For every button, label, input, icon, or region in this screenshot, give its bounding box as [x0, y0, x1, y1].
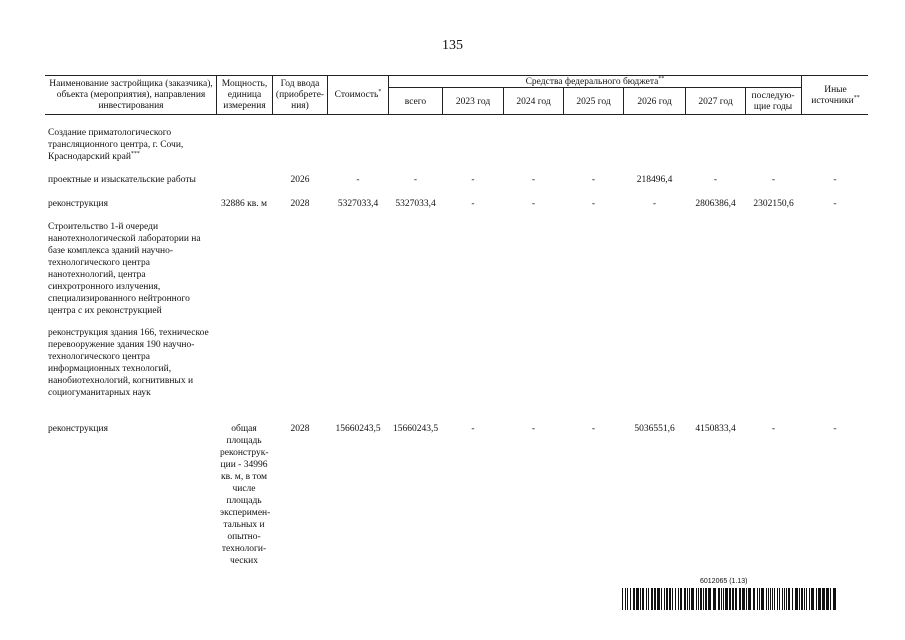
row-fed-2023: - [471, 175, 475, 185]
header-fed-2025: 2025 год [576, 97, 611, 107]
row-fed-2025: - [591, 175, 596, 185]
row-fed-total: - [413, 175, 418, 185]
barcode-icon [622, 588, 840, 610]
row-other: - [833, 175, 837, 185]
row-name: проектные и изыскательские работы [48, 175, 196, 185]
divider [801, 75, 802, 114]
object-subtitle: реконструкция здания 166, техническое перевооружение здания 190 научно-технологического центра информационных технологий, нанобиотехнологий, когнитивных и социогуманитарных наук [48, 328, 209, 398]
row-fed-2026: 5036551,6 [634, 424, 675, 434]
header-fed-2024: 2024 год [516, 97, 551, 107]
row-year: 2028 [290, 199, 310, 209]
row-fed-later: - [771, 424, 776, 434]
header-year: Год ввода (приобрете-ния) [275, 79, 325, 111]
header-fed-total: всего [404, 97, 427, 107]
row-fed-2027: 2806386,4 [695, 199, 736, 209]
row-fed-2024: - [531, 424, 536, 434]
row-fed-2027: - [713, 175, 718, 185]
row-other: - [833, 424, 837, 434]
row-fed-2024: - [531, 175, 536, 185]
document-code: 6012065 (1.13) [700, 578, 748, 585]
header-cost: Стоимость* [334, 88, 382, 100]
row-fed-2023: - [471, 199, 475, 209]
header-fed-2027: 2027 год [698, 97, 733, 107]
row-fed-later: 2302150,6 [753, 199, 794, 209]
header-name: Наименование застройщика (заказчика), объекта (мероприятия), направления инвестирования [49, 79, 213, 111]
row-year: 2028 [290, 424, 310, 434]
row-name: реконструкция [48, 424, 108, 434]
row-other: - [833, 199, 837, 209]
header-fed-later: последую-щие годы [751, 91, 795, 112]
header-bottom-rule [45, 114, 868, 115]
object-title: Строительство 1-й очереди нанотехнологической лаборатории на базе комплекса зданий научно-технологического центра нанотехнологий, центра синхротронного излучения, специализированного нейтронного центра с их реконструкцией [48, 222, 201, 316]
row-cost: 15660243,5 [335, 424, 381, 434]
row-fed-2027: 4150833,4 [695, 424, 736, 434]
row-fed-later: - [771, 175, 776, 185]
row-fed-2024: - [531, 199, 536, 209]
header-capacity: Мощность, единица измерения [221, 79, 268, 111]
row-capacity: общая площадь реконструк-ции - 34996 кв. м, в том числе площадь эксперимен-тальных и опытно-технологи-ческих [220, 424, 271, 566]
header-fed-2023: 2023 год [455, 97, 491, 107]
header-fed-2026: 2026 год [637, 97, 672, 107]
row-year: 2026 [290, 175, 310, 185]
row-capacity: 32886 кв. м [221, 199, 267, 209]
header-federal-budget: Средства федерального бюджета** [525, 75, 665, 87]
row-cost: 5327033,4 [337, 199, 379, 209]
row-fed-2026: 218496,4 [636, 175, 673, 185]
row-fed-total: 5327033,4 [395, 199, 436, 209]
header-top-rule [45, 75, 868, 76]
divider [745, 87, 746, 114]
row-fed-2023: - [471, 424, 475, 434]
row-fed-2026: - [652, 199, 657, 209]
row-fed-2025: - [591, 199, 596, 209]
row-fed-total: 15660243,5 [392, 424, 439, 434]
row-cost: - [356, 175, 360, 185]
row-name: реконструкция [48, 199, 108, 209]
page-number: 135 [442, 38, 463, 53]
object-title: Создание приматологического трансляционного центра, г. Сочи, Краснодарский край*** [48, 128, 184, 162]
row-fed-2025: - [591, 424, 596, 434]
header-other-sources: Иные источники** [811, 85, 860, 106]
